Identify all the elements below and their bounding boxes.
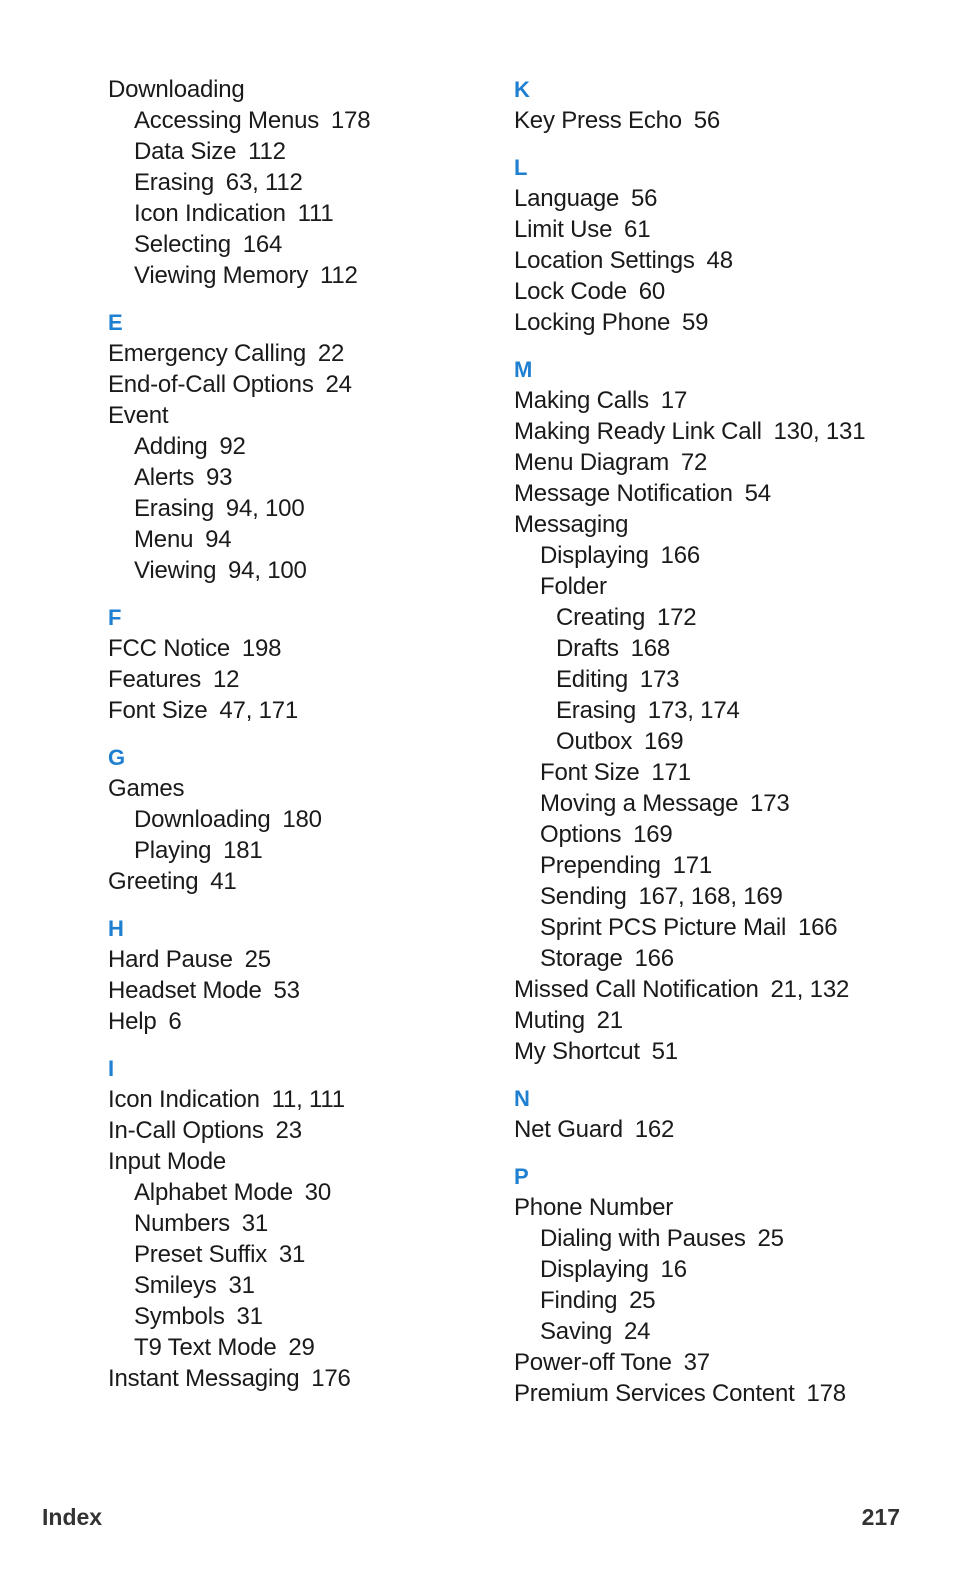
index-entry — [514, 1192, 934, 1223]
index-entry-term: Finding — [540, 1287, 618, 1314]
index-entry-term: Font Size — [108, 697, 208, 724]
index-entry-pages: 21 — [596, 1007, 623, 1034]
index-entry-term: Creating — [556, 604, 646, 631]
index-entry-pages: 171 — [672, 852, 713, 879]
index-entry-term: Net Guard — [514, 1116, 623, 1143]
index-entry-term: Menu — [134, 526, 194, 553]
index-entry — [514, 1223, 934, 1254]
index-entry — [514, 974, 934, 1005]
index-entry-pages: 169 — [633, 821, 673, 848]
index-group — [514, 1161, 934, 1409]
index-entry-pages: 94, 100 — [225, 495, 305, 522]
index-entry-pages: 59 — [682, 309, 709, 336]
index-group — [108, 602, 498, 726]
index-entry-pages: 21, 132 — [770, 976, 850, 1003]
footer-section-label: Index — [42, 1504, 103, 1530]
index-entry-pages: 51 — [651, 1038, 678, 1065]
index-entry-pages: 31 — [241, 1210, 269, 1237]
index-entry — [514, 602, 934, 633]
index-letter-heading: H — [108, 916, 124, 941]
index-entry — [514, 1285, 934, 1316]
index-entry-pages: 22 — [317, 340, 345, 367]
index-entry-term: Location Settings — [514, 247, 695, 274]
index-entry — [108, 198, 498, 229]
index-entry-term: Power-off Tone — [514, 1349, 672, 1376]
index-entry — [514, 1347, 934, 1378]
index-entry-term: Saving — [540, 1318, 613, 1345]
index-entry-term: Muting — [514, 1007, 585, 1034]
index-entry — [514, 307, 934, 338]
index-entry-term: FCC Notice — [108, 635, 231, 662]
index-entry — [514, 276, 934, 307]
index-entry — [108, 804, 498, 835]
index-entry-pages: 112 — [319, 262, 358, 289]
index-entry-pages: 178 — [330, 107, 371, 134]
index-group — [108, 307, 498, 586]
index-entry-pages: 167, 168, 169 — [638, 883, 783, 910]
index-entry-term: Erasing — [556, 697, 636, 724]
index-entry-pages: 92 — [219, 433, 246, 460]
index-entry-pages: 61 — [624, 216, 651, 243]
index-entry — [108, 633, 498, 664]
index-entry-term: Playing — [134, 837, 212, 864]
index-entry-pages: 24 — [325, 371, 352, 398]
index-entry-pages: 94, 100 — [228, 557, 307, 584]
index-entry — [108, 400, 498, 431]
index-entry — [108, 462, 498, 493]
index-letter-heading: N — [514, 1086, 530, 1111]
index-entry-pages: 166 — [797, 914, 838, 941]
index-entry-term: Storage — [540, 945, 623, 972]
index-entry-term: Games — [108, 775, 185, 802]
index-column-left — [108, 74, 498, 1394]
index-entry — [514, 912, 934, 943]
index-entry-term: Icon Indication — [134, 200, 286, 227]
index-entry-term: Displaying — [540, 542, 649, 569]
index-entry-term: Smileys — [134, 1272, 217, 1299]
index-entry — [108, 695, 498, 726]
index-entry-pages: 173, 174 — [647, 697, 740, 724]
index-entry — [514, 664, 934, 695]
index-entry-term: Lock Code — [514, 278, 627, 305]
index-letter-heading: L — [514, 155, 528, 180]
index-entry — [514, 478, 934, 509]
index-entry-term: Options — [540, 821, 622, 848]
index-entry — [514, 943, 934, 974]
index-entry — [108, 1146, 498, 1177]
index-entry — [108, 167, 498, 198]
index-entry-term: Sprint PCS Picture Mail — [540, 914, 787, 941]
index-entry-pages: 30 — [304, 1179, 331, 1206]
index-entry — [514, 447, 934, 478]
index-entry-pages: 54 — [744, 480, 771, 507]
index-entry — [514, 1114, 934, 1145]
index-entry — [108, 944, 498, 975]
index-entry — [514, 105, 934, 136]
index-group — [514, 354, 934, 1067]
index-entry — [108, 773, 498, 804]
index-entry-term: Symbols — [134, 1303, 225, 1330]
index-group — [108, 1053, 498, 1394]
index-entry-pages: 63, 112 — [225, 169, 303, 196]
index-entry-pages: 166 — [660, 542, 700, 569]
index-entry-pages: 17 — [660, 387, 688, 414]
index-entry-pages: 171 — [651, 759, 691, 786]
index-entry-pages: 178 — [806, 1380, 846, 1407]
index-entry-term: Font Size — [540, 759, 640, 786]
index-entry — [514, 1005, 934, 1036]
index-entry-term: Viewing — [134, 557, 217, 584]
index-entry — [514, 571, 934, 602]
index-entry-term: Message Notification — [514, 480, 733, 507]
index-entry-pages: 168 — [630, 635, 671, 662]
index-entry-pages: 93 — [205, 464, 233, 491]
index-entry-term: Sending — [540, 883, 627, 910]
index-entry-pages: 72 — [680, 449, 708, 476]
index-entry-term: Messaging — [514, 511, 629, 538]
index-entry-pages: 180 — [282, 806, 322, 833]
index-entry-term: My Shortcut — [514, 1038, 640, 1065]
index-entry — [514, 416, 934, 447]
index-entry-term: Folder — [540, 573, 607, 600]
index-entry — [514, 726, 934, 757]
index-entry — [108, 369, 498, 400]
index-entry — [514, 1378, 934, 1409]
index-entry-pages: 164 — [242, 231, 283, 258]
index-entry — [514, 214, 934, 245]
index-entry-pages: 12 — [212, 666, 240, 693]
index-entry — [514, 695, 934, 726]
index-entry-term: Instant Messaging — [108, 1365, 300, 1392]
index-entry — [108, 1301, 498, 1332]
index-letter-heading: G — [108, 745, 126, 770]
index-entry-term: Numbers — [134, 1210, 230, 1237]
index-entry — [514, 540, 934, 571]
index-entry-pages: 41 — [210, 868, 237, 895]
index-entry-pages: 31 — [228, 1272, 255, 1299]
index-entry-term: Language — [514, 185, 620, 212]
index-entry — [108, 975, 498, 1006]
index-entry-pages: 166 — [634, 945, 674, 972]
index-entry-term: In-Call Options — [108, 1117, 264, 1144]
index-entry-pages: 169 — [644, 728, 684, 755]
index-group — [514, 74, 934, 136]
index-entry-pages: 11, 111 — [271, 1086, 345, 1113]
index-entry-pages: 130, 131 — [773, 418, 866, 445]
index-entry-pages: 56 — [631, 185, 658, 212]
index-entry-pages: 25 — [629, 1287, 656, 1314]
index-entry — [108, 1084, 498, 1115]
index-entry-term: Hard Pause — [108, 946, 233, 973]
index-entry-pages: 112 — [248, 138, 286, 165]
index-letter-heading: K — [514, 77, 530, 102]
index-entry — [108, 1363, 498, 1394]
index-entry-term: Outbox — [556, 728, 633, 755]
index-entry-term: Displaying — [540, 1256, 649, 1283]
index-entry — [108, 338, 498, 369]
index-entry-term: Moving a Message — [540, 790, 739, 817]
index-entry-pages: 24 — [624, 1318, 651, 1345]
index-entry-term: Premium Services Content — [514, 1380, 795, 1407]
index-entry-pages: 16 — [660, 1256, 687, 1283]
index-entry — [108, 74, 498, 105]
index-group — [514, 1083, 934, 1145]
index-entry-pages: 6 — [168, 1008, 182, 1035]
index-entry-pages: 173 — [639, 666, 680, 693]
index-entry — [108, 229, 498, 260]
index-entry-term: Event — [108, 402, 169, 429]
index-entry — [108, 1208, 498, 1239]
index-letter-heading: P — [514, 1164, 529, 1189]
index-entry-term: Accessing Menus — [134, 107, 320, 134]
index-entry-term: Erasing — [134, 169, 214, 196]
index-entry-pages: 198 — [241, 635, 282, 662]
index-entry — [514, 633, 934, 664]
index-entry-term: Adding — [134, 433, 208, 460]
index-entry — [108, 1239, 498, 1270]
index-entry-pages: 176 — [311, 1365, 351, 1392]
index-entry-term: Phone Number — [514, 1194, 674, 1221]
index-entry-pages: 172 — [656, 604, 697, 631]
index-entry-term: Data Size — [134, 138, 237, 165]
index-entry-pages: 60 — [638, 278, 666, 305]
index-entry — [514, 819, 934, 850]
index-entry-term: Downloading — [134, 806, 271, 833]
index-entry — [108, 866, 498, 897]
index-entry — [514, 245, 934, 276]
index-entry-pages: 25 — [244, 946, 271, 973]
index-entry-term: Alerts — [134, 464, 195, 491]
index-entry-term: Preset Suffix — [134, 1241, 268, 1268]
index-column-right — [514, 74, 934, 1409]
index-entry — [108, 835, 498, 866]
index-entry-term: Emergency Calling — [108, 340, 307, 367]
index-entry-term: Drafts — [556, 635, 619, 662]
index-entry-pages: 47, 171 — [219, 697, 299, 724]
index-entry-term: Key Press Echo — [514, 107, 682, 134]
index-entry-term: Erasing — [134, 495, 214, 522]
index-entry-term: Limit Use — [514, 216, 613, 243]
index-letter-heading: F — [108, 605, 122, 630]
index-entry — [514, 881, 934, 912]
index-entry-term: Editing — [556, 666, 628, 693]
index-entry-pages: 162 — [634, 1116, 675, 1143]
index-entry — [514, 757, 934, 788]
index-entry — [108, 493, 498, 524]
index-entry — [108, 105, 498, 136]
index-entry-pages: 181 — [223, 837, 263, 864]
index-entry-pages: 56 — [693, 107, 721, 134]
index-entry-term: Input Mode — [108, 1148, 227, 1175]
index-entry-term: Menu Diagram — [514, 449, 669, 476]
index-entry — [514, 183, 934, 214]
index-entry — [514, 385, 934, 416]
index-entry-term: Making Calls — [514, 387, 649, 414]
index-entry — [108, 555, 498, 586]
index-entry-term: Missed Call Notification — [514, 976, 759, 1003]
index-entry-pages: 94 — [205, 526, 232, 553]
index-entry — [108, 1006, 498, 1037]
index-letter-heading: I — [108, 1056, 115, 1081]
index-entry — [514, 509, 934, 540]
index-entry — [108, 260, 498, 291]
index-entry-term: T9 Text Mode — [134, 1334, 277, 1361]
index-entry-term: Dialing with Pauses — [540, 1225, 746, 1252]
index-entry — [108, 1115, 498, 1146]
index-entry — [108, 1177, 498, 1208]
index-entry-term: Locking Phone — [514, 309, 671, 336]
index-entry-pages: 31 — [278, 1241, 306, 1268]
index-entry — [514, 788, 934, 819]
index-entry-pages: 173 — [750, 790, 790, 817]
index-letter-heading: M — [514, 357, 533, 382]
index-entry — [514, 1316, 934, 1347]
index-entry — [108, 136, 498, 167]
index-entry-term: Headset Mode — [108, 977, 262, 1004]
index-entry — [514, 1036, 934, 1067]
index-entry-term: Greeting — [108, 868, 199, 895]
footer-page-number: 217 — [861, 1504, 900, 1530]
index-entry — [108, 1270, 498, 1301]
index-group — [108, 913, 498, 1037]
index-group — [108, 742, 498, 897]
index-entry — [108, 664, 498, 695]
index-group — [514, 152, 934, 338]
index-entry-term: Downloading — [108, 76, 245, 103]
index-entry-term: Selecting — [134, 231, 231, 258]
index-entry — [514, 1254, 934, 1285]
index-letter-heading: E — [108, 310, 123, 335]
index-entry-term: Prepending — [540, 852, 661, 879]
index-entry-term: Viewing Memory — [134, 262, 309, 289]
index-entry-term: Making Ready Link Call — [514, 418, 762, 445]
index-entry-pages: 31 — [236, 1303, 263, 1330]
index-entry — [108, 431, 498, 462]
index-group — [108, 74, 498, 291]
index-entry-pages: 53 — [273, 977, 300, 1004]
index-entry-pages: 25 — [757, 1225, 784, 1252]
index-entry-pages: 48 — [706, 247, 733, 274]
index-entry-term: Icon Indication — [108, 1086, 260, 1113]
index-entry — [514, 850, 934, 881]
index-entry-pages: 111 — [297, 200, 334, 227]
index-entry-pages: 37 — [683, 1349, 710, 1376]
index-entry-term: End-of-Call Options — [108, 371, 314, 398]
index-entry — [108, 1332, 498, 1363]
index-entry-term: Alphabet Mode — [134, 1179, 293, 1206]
index-entry-term: Help — [108, 1008, 157, 1035]
index-entry-term: Features — [108, 666, 202, 693]
index-entry — [108, 524, 498, 555]
index-entry-pages: 29 — [288, 1334, 315, 1361]
index-entry-pages: 23 — [275, 1117, 302, 1144]
